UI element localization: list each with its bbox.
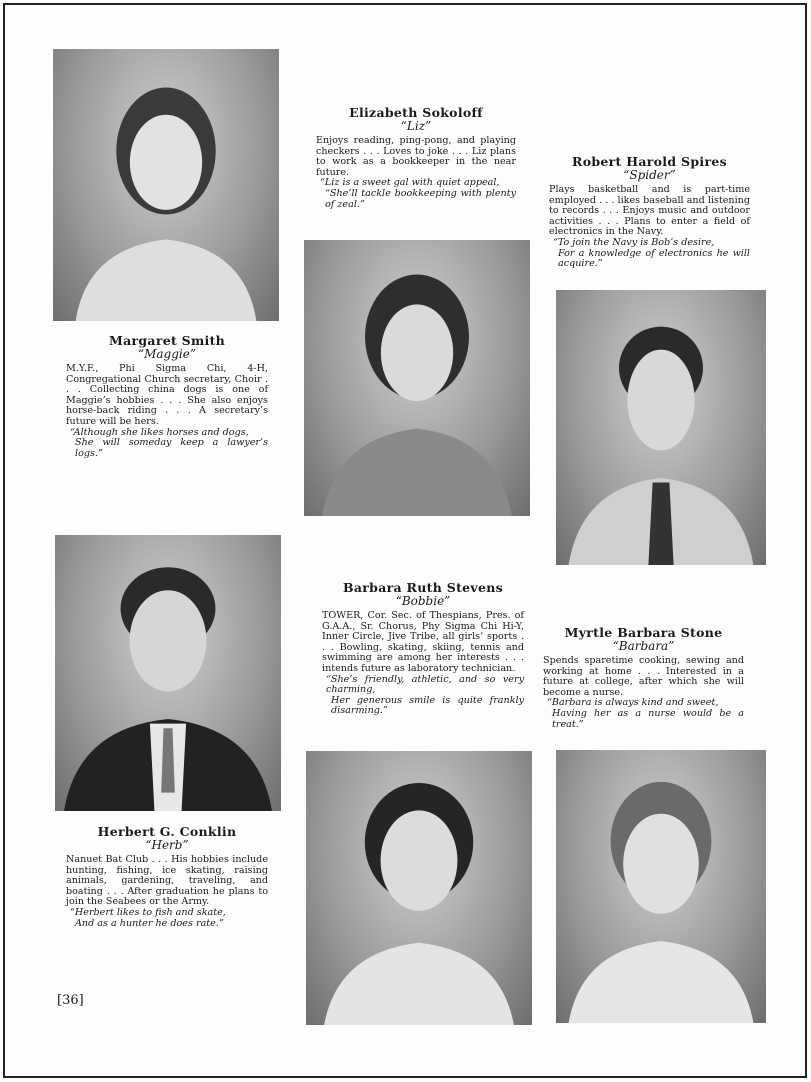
portrait-photo-margaret-smith <box>53 49 279 321</box>
quote-line: “She’ll tackle bookkeeping with plenty of zeal.” <box>325 187 516 210</box>
student-nickname: “Herb” <box>145 838 189 852</box>
student-bio: Plays basketball and is part-time employed . . . likes baseball and listening to records . . . Enjoys music and outdoor activities . . . Plans to enter a field of electronics in the Navy. <box>549 184 750 238</box>
quote-line: “Although she likes horses and dogs, <box>70 426 249 438</box>
portrait-photo-elizabeth-sokoloff <box>304 240 530 516</box>
student-entry <box>66 333 268 459</box>
quote-line: For a knowledge of electronics he will acquire.” <box>558 247 750 270</box>
quote-line: Having her as a nurse would be a treat.” <box>552 707 744 730</box>
quote-line: “Herbert likes to fish and skate, <box>70 906 226 918</box>
portrait-photo-robert-spires <box>556 290 766 565</box>
student-nickname: “Maggie” <box>137 347 196 361</box>
student-name: Margaret Smith <box>108 333 226 348</box>
student-bio: Nanuet Bat Club . . . His hobbies include hunting, fishing, ice skating, raising animals, gardening, traveling, and boating . . . After graduation he plans to join the Seabees or the Army. <box>66 854 268 908</box>
student-bio: M.Y.F., Phi Sigma Chi, 4-H, Congregational Church secretary, Choir . . . Collecting china dogs is one of Maggie’s hobbies . . . She also enjoys horse-back riding . . . A secretary’s future will be hers. <box>66 363 268 427</box>
student-quote <box>553 238 750 270</box>
student-name: Herbert G. Conklin <box>97 824 237 839</box>
student-quote <box>70 428 268 460</box>
quote-line: She will someday keep a lawyer’s logs.” <box>75 437 268 459</box>
portrait-photo-barbara-stevens <box>306 751 532 1025</box>
student-entry <box>316 105 516 210</box>
quote-line: “She’s friendly, athletic, and so very charming, <box>326 673 524 696</box>
student-entry <box>549 154 750 270</box>
student-nickname: “Barbara” <box>612 639 675 653</box>
student-nickname: “Spider” <box>623 168 676 182</box>
student-bio: Spends sparetime cooking, sewing and working at home . . . Interested in a future at college, after which she will become a nurse. <box>543 655 744 698</box>
student-nickname: “Liz” <box>400 119 432 133</box>
quote-line: “Liz is a sweet gal with quiet appeal, <box>320 177 500 189</box>
quote-line: Her generous smile is quite frankly disarming.” <box>331 694 524 717</box>
student-bio: TOWER, Cor. Sec. of Thespians, Pres. of G.A.A., Sr. Chorus, Phy Sigma Chi Hi-Y, Inner Circle, Jive Tribe, all girls’ sports . . . Bowling, skating, skiing, tennis and swimming are among her interests . . . intends future as laboratory technician. <box>322 610 524 674</box>
student-quote <box>70 908 268 929</box>
quote-line: “Barbara is always kind and sweet, <box>547 697 719 709</box>
student-quote <box>326 675 524 717</box>
student-entry <box>543 625 744 730</box>
student-quote <box>320 178 516 210</box>
quote-line: And as a hunter he does rate.” <box>75 917 224 929</box>
page-number: [36] <box>57 993 84 1008</box>
portrait-photo-herbert-conklin <box>55 535 281 811</box>
student-nickname: “Bobbie” <box>395 594 451 608</box>
student-name: Elizabeth Sokoloff <box>349 105 483 120</box>
student-name: Myrtle Barbara Stone <box>564 625 723 640</box>
student-entry <box>66 824 268 929</box>
portrait-photo-myrtle-stone <box>556 750 766 1023</box>
student-entry <box>322 580 524 717</box>
student-name: Barbara Ruth Stevens <box>343 580 503 595</box>
student-quote <box>547 698 744 730</box>
student-name: Robert Harold Spires <box>572 154 727 169</box>
student-bio: Enjoys reading, ping-pong, and playing checkers . . . Loves to joke . . . Liz plans to work as a bookkeeper in the near future. <box>316 135 516 178</box>
quote-line: “To join the Navy is Bob’s desire, <box>553 236 715 248</box>
